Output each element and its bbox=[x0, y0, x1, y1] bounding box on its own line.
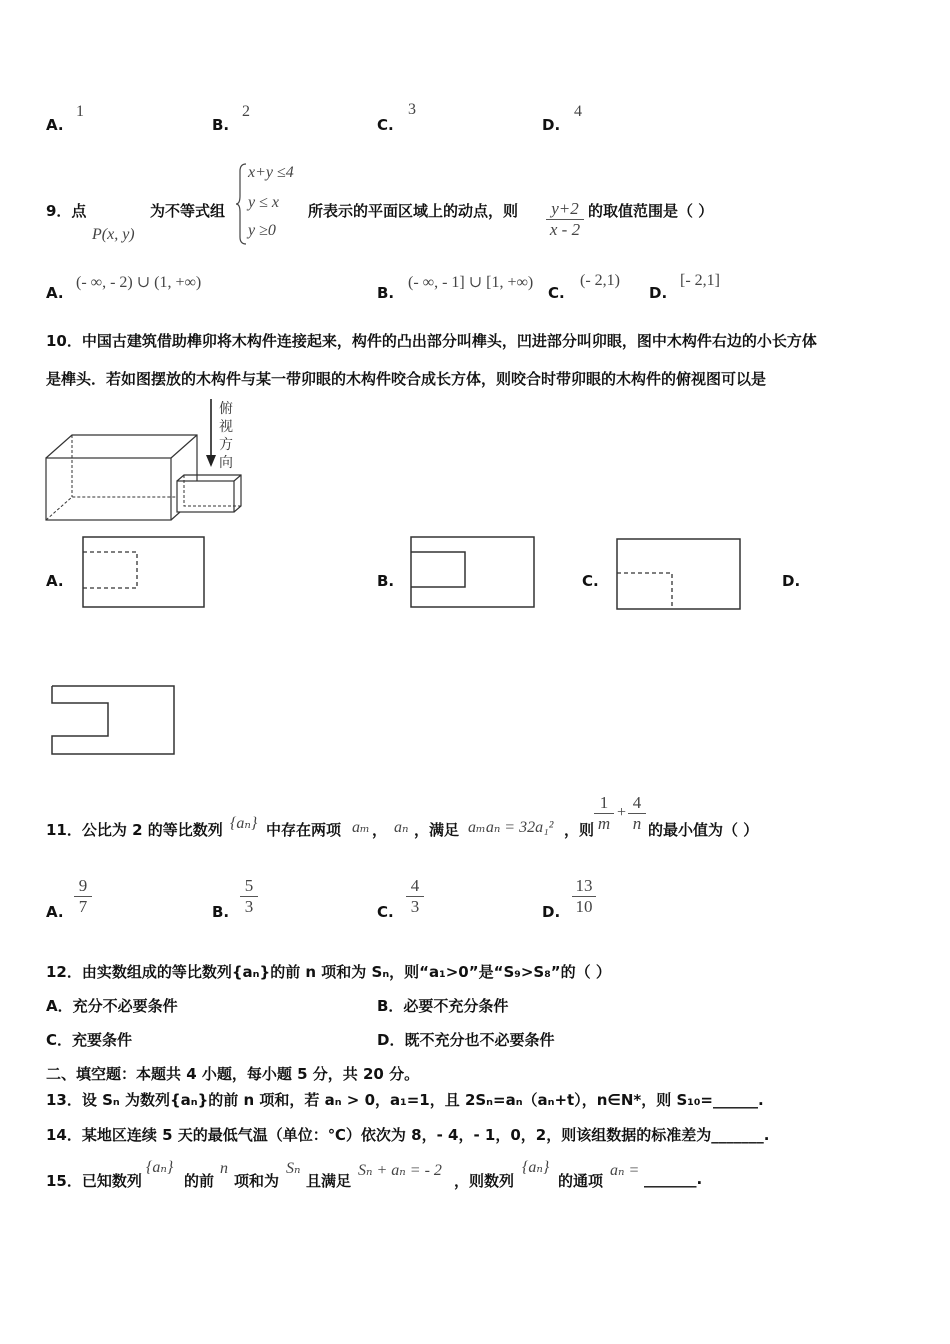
q9-fraction-numerator: y+2 bbox=[546, 199, 584, 220]
q15-sn: Sₙ bbox=[286, 1160, 301, 1177]
q15-blank: _______. bbox=[644, 1170, 703, 1188]
q9-option-c-value: (- 2,1) bbox=[580, 272, 620, 289]
q9-brace bbox=[236, 163, 248, 245]
q8-option-a-label: A. bbox=[46, 116, 64, 134]
q9-fraction-denominator: x - 2 bbox=[549, 220, 581, 239]
q9-text-after: 所表示的平面区域上的动点，则 bbox=[308, 202, 519, 220]
q11-option-b-num: 5 bbox=[240, 876, 258, 897]
q15-text-2: 项和为 bbox=[234, 1172, 280, 1190]
q11-option-d-fraction bbox=[572, 876, 596, 917]
q11-f2-denominator: n bbox=[632, 814, 642, 833]
q8-option-c-value: 3 bbox=[408, 101, 416, 118]
q11-text-1: 中存在两项 bbox=[266, 821, 342, 839]
q9-ineq-2: y ≤ x bbox=[248, 194, 279, 211]
q15-text-3: 且满足 bbox=[306, 1172, 352, 1190]
q9-option-c-label: C. bbox=[548, 284, 565, 302]
q12-option-c: C．充要条件 bbox=[46, 1031, 133, 1049]
q11-option-c-label: C. bbox=[377, 903, 394, 921]
q11-an: aₙ bbox=[394, 819, 409, 836]
q11-fraction-1 bbox=[594, 793, 614, 834]
q11-sequence: {aₙ} bbox=[230, 815, 258, 832]
q11-option-c-fraction bbox=[406, 876, 424, 917]
q10-view-dir-3: 方 bbox=[219, 437, 233, 453]
q11-option-a-den: 7 bbox=[78, 897, 88, 916]
q11-option-c-num: 4 bbox=[406, 876, 424, 897]
q11-number: 11．公比为 2 的等比数列 bbox=[46, 821, 223, 839]
q10-option-d-label: D. bbox=[782, 572, 801, 590]
q11-f1-numerator: 1 bbox=[594, 793, 614, 814]
q11-option-a-label: A. bbox=[46, 903, 64, 921]
q10-option-c-figure bbox=[614, 535, 744, 611]
q11-text-2: ，满足 bbox=[414, 821, 460, 839]
q11-option-b-den: 3 bbox=[244, 897, 254, 916]
q11-option-a-num: 9 bbox=[74, 876, 92, 897]
q9-point: P(x, y) bbox=[92, 226, 135, 243]
q15-sequence: {aₙ} bbox=[146, 1159, 174, 1176]
q15-text-5: 的通项 bbox=[558, 1172, 604, 1190]
q12-stem: 12．由实数组成的等比数列{aₙ}的前 n 项和为 Sₙ，则“a₁>0”是“S₉>S₈”的（ ） bbox=[46, 963, 611, 981]
q11-fraction-2 bbox=[628, 793, 646, 834]
question-14: 14．某地区连续 5 天的最低气温（单位：℃）依次为 8，- 4，- 1，0，2，则该组数据的标准差为_______. bbox=[46, 1126, 770, 1144]
q15-n: n bbox=[220, 1160, 228, 1177]
q11-condition: aₘaₙ = 32a₁² bbox=[468, 819, 554, 836]
q15-condition: Sₙ + aₙ = - 2 bbox=[358, 1162, 442, 1179]
q11-text-4: 的最小值为（ ） bbox=[648, 821, 759, 839]
q10-view-dir-4: 向 bbox=[219, 455, 233, 471]
q9-text-end: 的取值范围是（ ） bbox=[588, 202, 714, 220]
q9-text-mid: 为不等式组 bbox=[150, 202, 226, 220]
q11-option-b-fraction bbox=[240, 876, 258, 917]
q11-f2-numerator: 4 bbox=[628, 793, 646, 814]
section-2-heading: 二、填空题：本题共 4 小题，每小题 5 分，共 20 分。 bbox=[46, 1065, 420, 1083]
q9-option-d-label: D. bbox=[649, 284, 668, 302]
q9-option-b-value: (- ∞, - 1] ∪ [1, +∞) bbox=[408, 274, 534, 291]
q8-option-d-label: D. bbox=[542, 116, 561, 134]
q15-text-4: ，则数列 bbox=[454, 1172, 515, 1190]
q9-ineq-3: y ≥0 bbox=[248, 222, 276, 239]
q15-number: 15．已知数列 bbox=[46, 1172, 142, 1190]
q9-option-a-value: (- ∞, - 2) ∪ (1, +∞) bbox=[76, 274, 202, 291]
q10-line-2: 是榫头．若如图摆放的木构件与某一带卯眼的木构件咬合成长方体，则咬合时带卯眼的木构件的俯视图可以是 bbox=[46, 370, 767, 388]
q9-option-d-value: [- 2,1] bbox=[680, 272, 720, 289]
q11-option-a-fraction bbox=[74, 876, 92, 917]
q8-option-b-value: 2 bbox=[242, 103, 250, 120]
q10-option-a-figure bbox=[80, 535, 208, 609]
q8-option-c-label: C. bbox=[377, 116, 394, 134]
q9-ineq-1: x+y ≤4 bbox=[248, 164, 294, 181]
question-13: 13．设 Sₙ 为数列{aₙ}的前 n 项和，若 aₙ > 0，a₁=1，且 2Sₙ=aₙ（aₙ+t），n∈N*，则 S₁₀=______. bbox=[46, 1091, 764, 1109]
q12-option-d: D．既不充分也不必要条件 bbox=[377, 1031, 555, 1049]
q10-option-b-label: B. bbox=[377, 572, 395, 590]
q11-plus: + bbox=[617, 804, 627, 821]
q10-option-d-figure bbox=[48, 684, 180, 758]
q9-option-b-label: B. bbox=[377, 284, 395, 302]
q10-option-c-label: C. bbox=[582, 572, 599, 590]
q10-line-1: 10．中国古建筑借助榫卯将木构件连接起来，构件的凸出部分叫榫头，凹进部分叫卯眼，图中木构件右边的小长方体 bbox=[46, 332, 817, 350]
q15-an: aₙ = bbox=[610, 1162, 640, 1179]
q11-option-c-den: 3 bbox=[410, 897, 420, 916]
q9-fraction bbox=[546, 199, 584, 240]
q11-text-3: ，则 bbox=[564, 821, 595, 839]
q10-option-a-label: A. bbox=[46, 572, 64, 590]
q9-option-a-label: A. bbox=[46, 284, 64, 302]
q15-text-1: 的前 bbox=[184, 1172, 215, 1190]
q8-option-b-label: B. bbox=[212, 116, 230, 134]
q11-f1-denominator: m bbox=[597, 814, 611, 833]
q11-option-b-label: B. bbox=[212, 903, 230, 921]
q8-option-a-value: 1 bbox=[76, 103, 84, 120]
q11-option-d-den: 10 bbox=[575, 897, 593, 916]
q10-option-b-figure bbox=[408, 535, 538, 609]
q12-option-b: B．必要不充分条件 bbox=[377, 997, 509, 1015]
q11-option-d-num: 13 bbox=[572, 876, 596, 897]
q12-option-a: A．充分不必要条件 bbox=[46, 997, 178, 1015]
q10-view-dir-1: 俯 bbox=[219, 401, 233, 417]
q10-view-dir-2: 视 bbox=[219, 419, 233, 435]
q11-am: aₘ bbox=[352, 819, 370, 836]
q15-sequence-2: {aₙ} bbox=[522, 1159, 550, 1176]
q8-option-d-value: 4 bbox=[574, 103, 582, 120]
q9-number: 9．点 bbox=[46, 202, 87, 220]
q11-option-d-label: D. bbox=[542, 903, 561, 921]
q11-comma: ， bbox=[372, 821, 388, 839]
